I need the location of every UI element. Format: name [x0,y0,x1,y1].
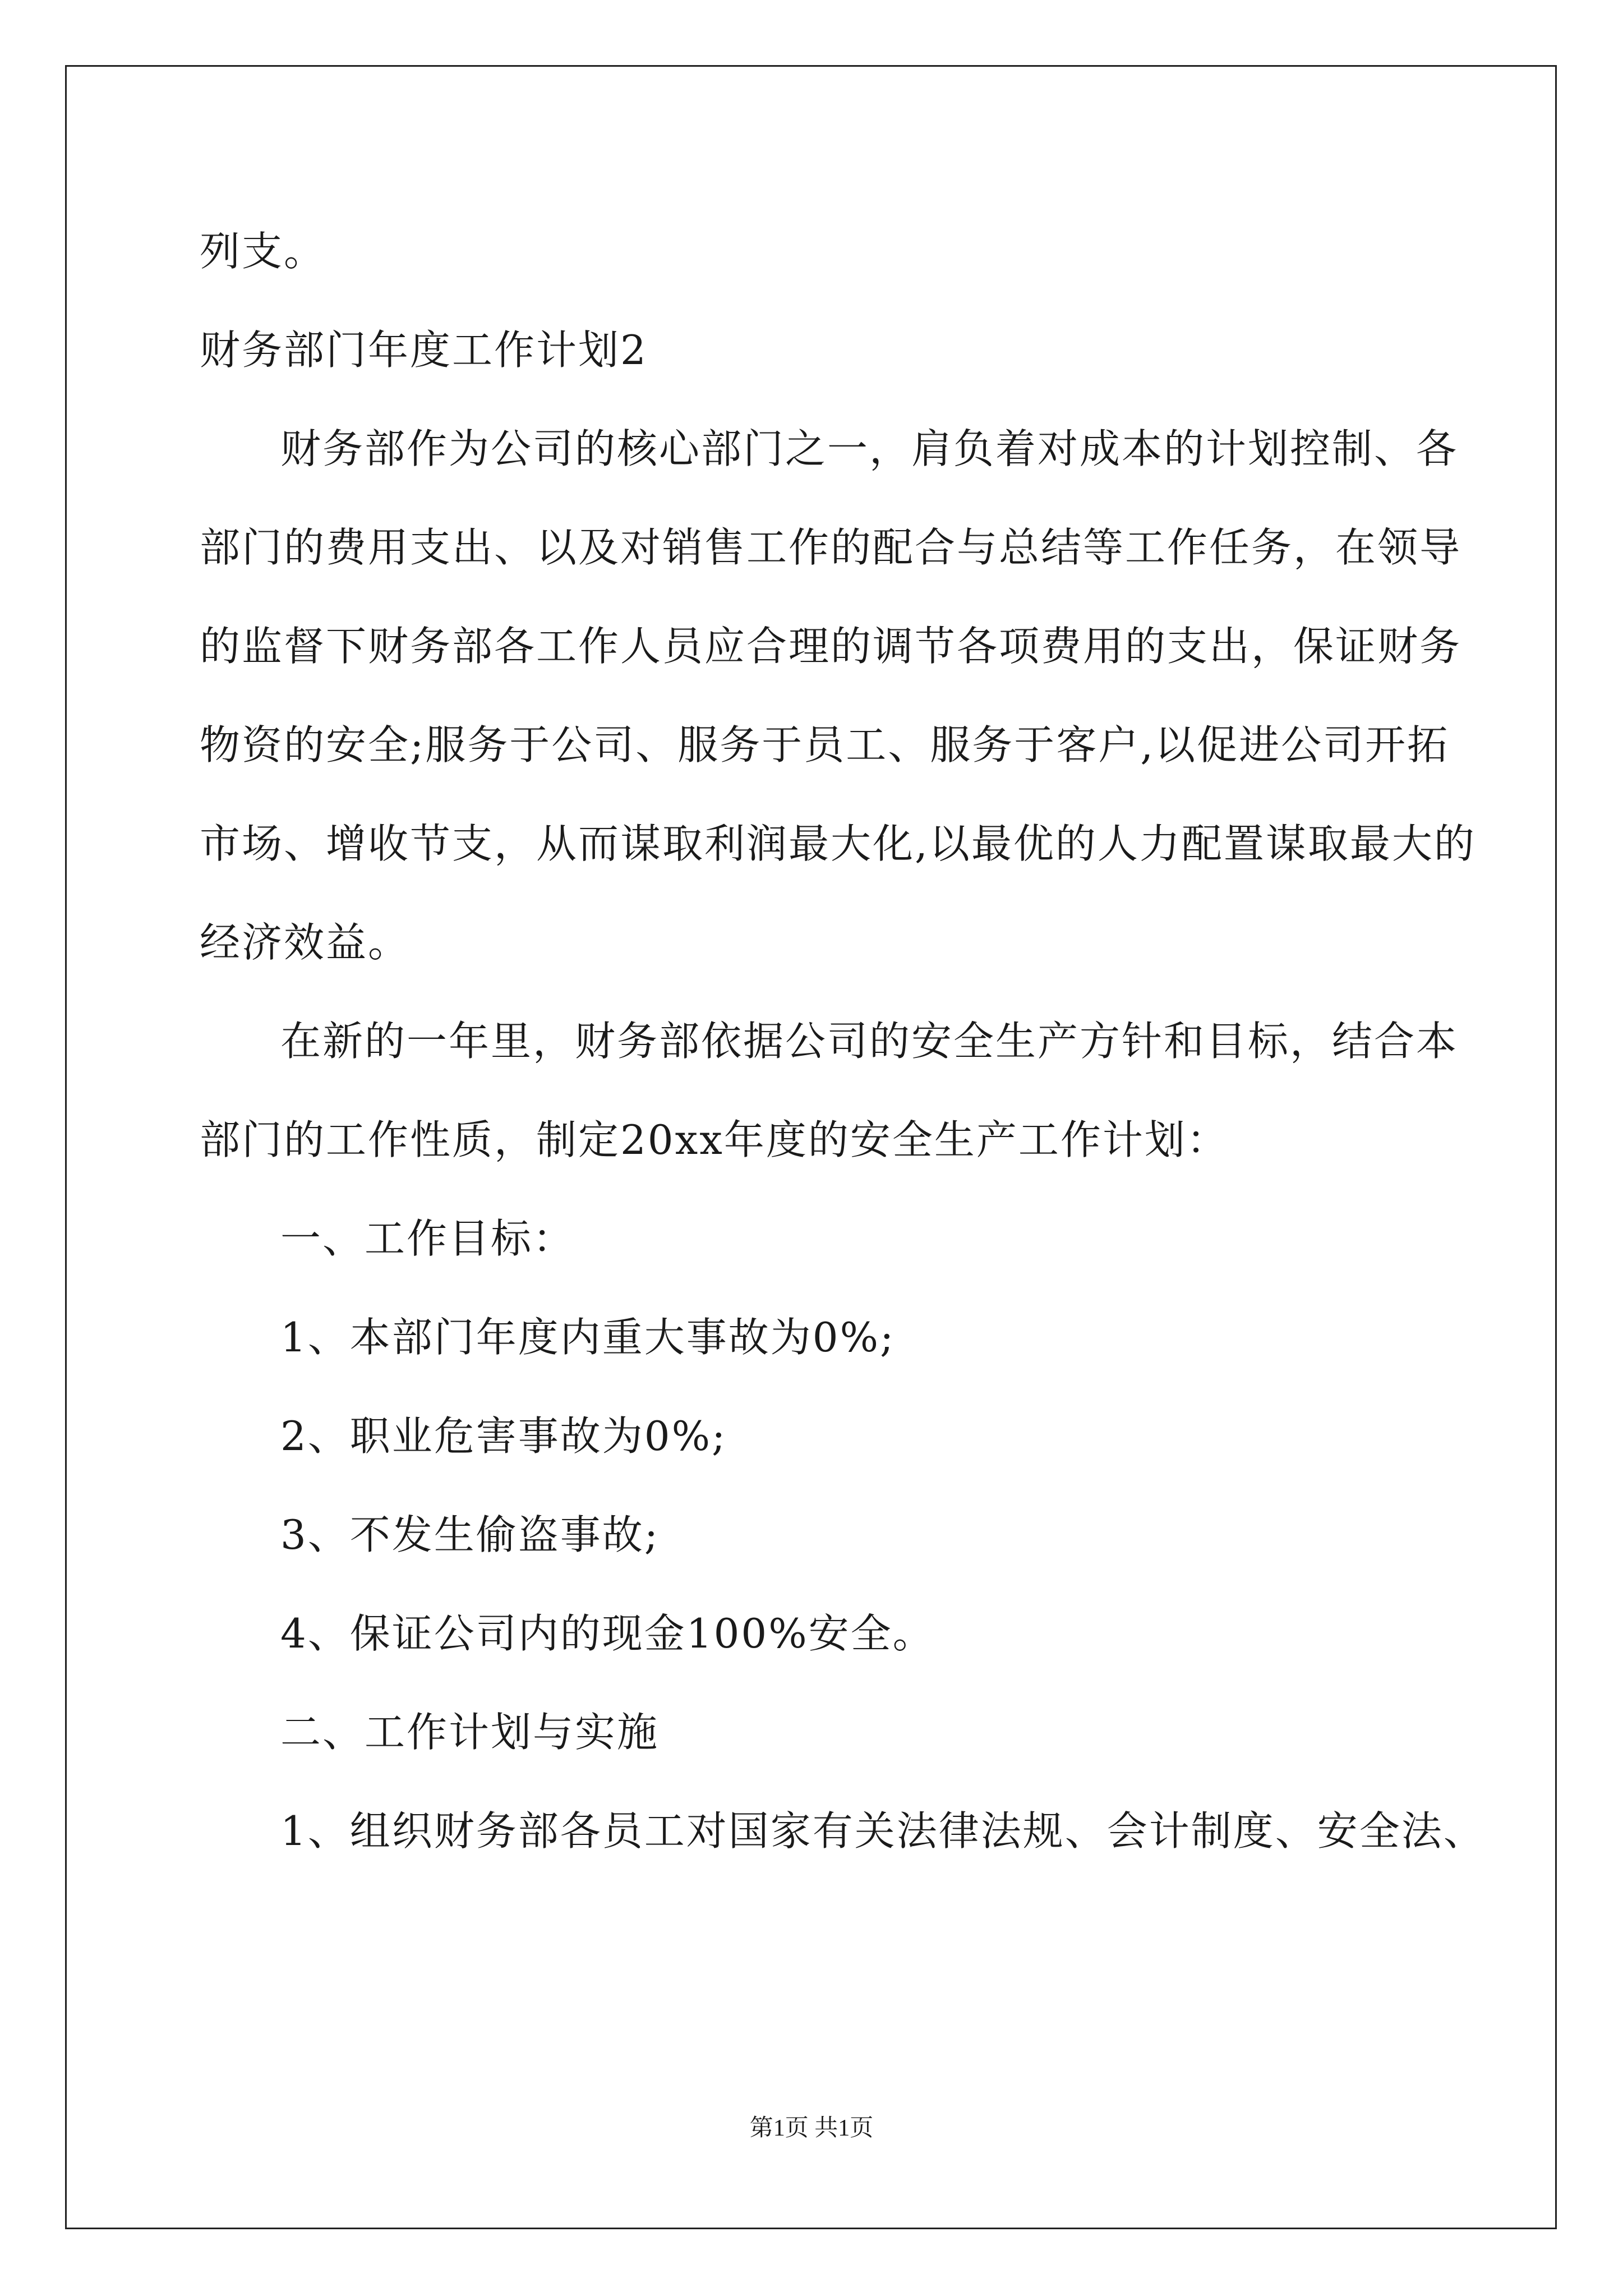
list-heading: 一、工作目标： [280,1215,575,1262]
text-line: 部门的费用支出、以及对销售工作的配合与总结等工作任务，在领导 [200,524,1462,571]
text-line: 经济效益。 [200,919,411,966]
text-line: 在新的一年里，财务部依据公司的安全生产方针和目标，结合本 [280,1018,1459,1065]
text-line: 市场、增收节支，从而谋取利润最大化,以最优的人力配置谋取最大的 [200,820,1476,867]
text-line: 的监督下财务部各工作人员应合理的调节各项费用的支出，保证财务 [200,623,1462,670]
text-line: 部门的工作性质，制定20xx年度的安全生产工作计划： [200,1116,1229,1163]
list-item: 4、保证公司内的现金100%安全。 [280,1610,935,1657]
text-line: 物资的安全;服务于公司、服务于员工、服务于客户,以促进公司开拓 [200,721,1450,769]
list-item: 3、不发生偷盗事故; [280,1511,660,1558]
text-line: 列支。 [200,228,326,275]
text-line: 财务部作为公司的核心部门之一，肩负着对成本的计划控制、各 [280,425,1459,472]
page-footer: 第1页 共1页 [749,2115,874,2141]
list-item: 2、职业危害事故为0%; [280,1412,727,1460]
section-heading: 财务部门年度工作计划2 [200,326,648,374]
list-heading: 二、工作计划与实施 [280,1709,660,1756]
list-item: 1、本部门年度内重大事故为0%; [280,1314,896,1361]
list-item: 1、组织财务部各员工对国家有关法律法规、会计制度、安全法、 [280,1807,1486,1855]
